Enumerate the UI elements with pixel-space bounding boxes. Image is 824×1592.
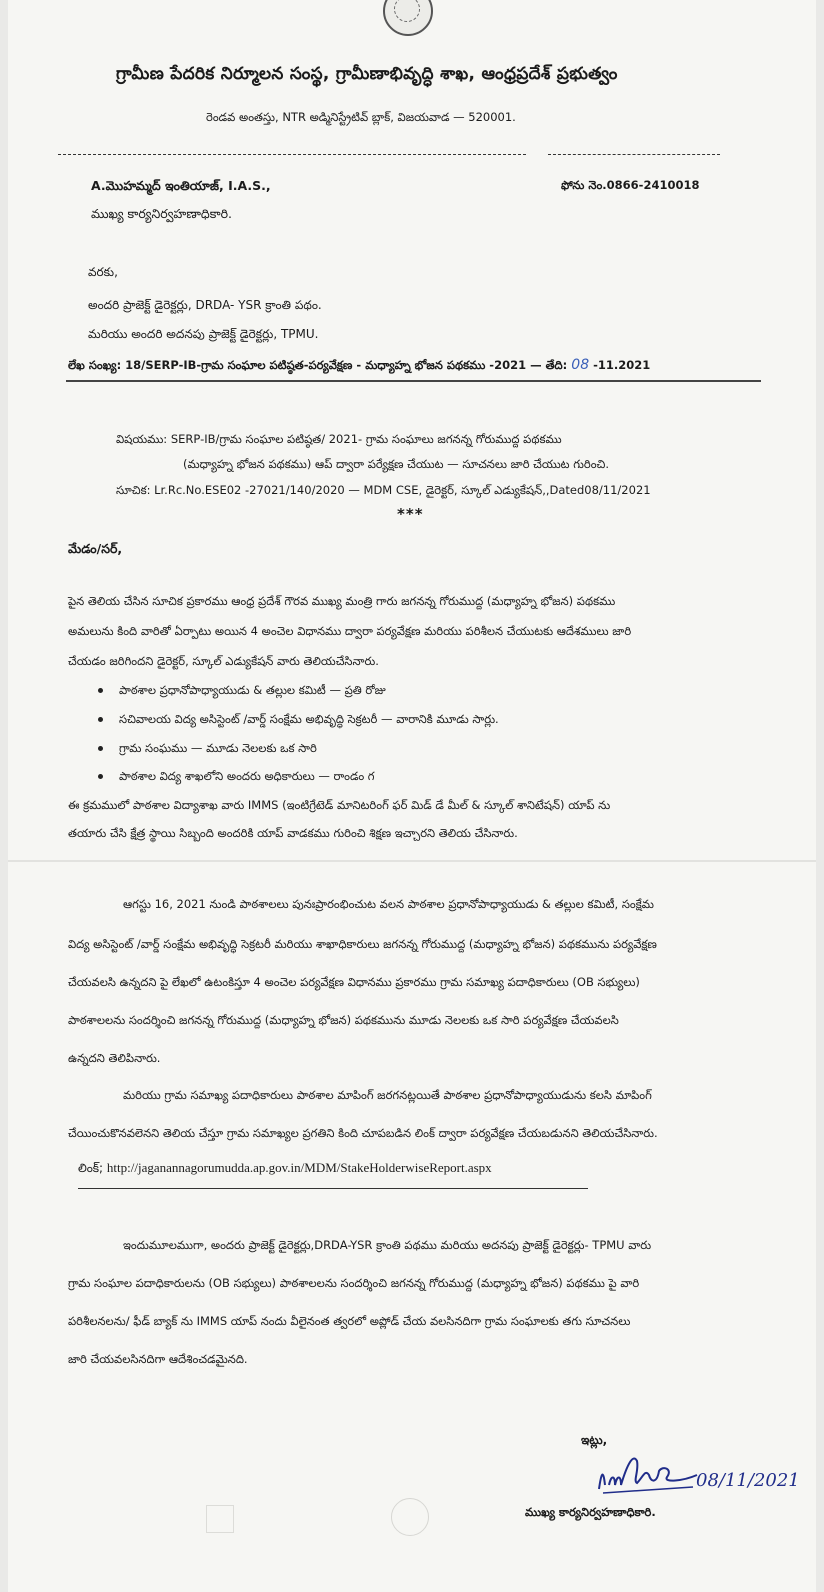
- reference-date-suffix: -11.2021: [593, 358, 651, 372]
- list-item: [98, 741, 317, 758]
- body-line: మరియు గ్రామ సమాఖ్య పదాధికారులు పాఠశాల మాపింగ్ జరగనట్లయితే పాఠశాల ప్రధానోపాధ్యాయుడును కలసి మాపింగ్: [123, 1088, 652, 1102]
- header-divider: [548, 154, 720, 155]
- recipient-label: వరకు,: [88, 265, 118, 279]
- report-link-line: [78, 1160, 492, 1178]
- body-line: పాఠశాలలను సందర్శించి జగనన్న గోరుముద్ద (మధ్యాహ్న భోజన) పథకమును మూడు నెలలకు ఒక సారి పర్యవేక్షణ చేయవలసి: [68, 1013, 619, 1027]
- bullet-icon: [98, 688, 103, 693]
- page-seam: [8, 860, 816, 862]
- subject-line: (మధ్యాహ్న భోజన పథకము) ఆప్ ద్వారా పర్యేక్షణ చేయుట — సూచనలు జారి చేయుట గురించి.: [183, 457, 610, 471]
- closing: ఇట్లు,: [581, 1433, 608, 1447]
- body-line: పైన తెలియ చేసిన సూచిక ప్రకారము ఆంధ్ర ప్రదేశ్ గౌరవ ముఖ్య మంత్రి గారు జగనన్న గోరుముద్ద (మధ్యాహ్న భోజన) పథకము: [68, 594, 616, 608]
- reference-number: [68, 357, 650, 375]
- letter-page: [8, 0, 816, 1592]
- link-underline: [78, 1188, 588, 1189]
- subject-line: విషయము: SERP-IB/గ్రామ సంఘాల పటిష్ఠత/ 2021- గ్రామ సంఘాలు జగనన్న గోరుముద్ద పథకము: [116, 432, 562, 446]
- reference-underline: [66, 380, 761, 382]
- body-line: విద్య అసిస్టెంట్ /వార్డ్ సంక్షేమ అభివృద్ధి సెక్రటరీ మరియు శాఖాధికారులు జగనన్న గోరుముద్ద (మధ్యాహ్న భోజన) పథకమును పర్యవేక్షణ: [68, 937, 657, 951]
- link-label: లింక్;: [78, 1161, 104, 1175]
- bullet-icon: [98, 717, 103, 722]
- handwritten-date: 08: [571, 357, 590, 373]
- body-line: జారి చేయవలసినదిగా ఆదేశించడమైనది.: [68, 1352, 248, 1366]
- list-item-text: గ్రామ సంఘము — మూడు నెలలకు ఒక సారి: [119, 741, 317, 755]
- list-item-text: సచివాలయ విద్య అసిస్టెంట్ /వార్డ్ సంక్షేమ అభివృద్ధి సెక్రటరీ — వారానికి మూడు సార్లు.: [119, 712, 499, 726]
- body-line: ఇందుమూలముగా, అందరు ప్రాజెక్ట్ డైరెక్టర్లు,DRDA-YSR క్రాంతి పథము మరియు అదనపు ప్రాజెక్ట్ డైరెక్టర్లు- TPMU వారు: [123, 1238, 652, 1252]
- scan-artifact-circle: [391, 1498, 429, 1536]
- header-divider: [58, 154, 526, 155]
- sender-name: A.మొహమ్మద్ ఇంతియాజ్, I.A.S.,: [91, 178, 271, 193]
- body-line: తయారు చేసి క్షేత్ర స్థాయి సిబ్బంది అందరికి యాప్ వాడకము గురించి శిక్షణ ఇచ్చారని తెలియ చేసినారు.: [68, 826, 518, 840]
- list-item: [98, 683, 386, 700]
- body-line: ఆగస్టు 16, 2021 నుండి పాఠశాలలు పునఃప్రారంభించుట వలన పాఠశాల ప్రధానోపాధ్యాయుడు & తల్లుల కమిటీ, సంక్షేమ: [123, 897, 654, 911]
- bullet-icon: [98, 774, 103, 779]
- organization-address: రెండవ అంతస్తు, NTR అడ్మినిస్ట్రేటివ్ బ్లాక్, విజయవాడ — 520001.: [206, 110, 516, 124]
- signatory-designation: ముఖ్య కార్యనిర్వహణాధికారి.: [525, 1505, 656, 1519]
- handwritten-signature: [593, 1445, 703, 1501]
- body-line: పరిశీలనలను/ ఫీడ్ బ్యాక్ ను IMMS యాప్ నందు వీలైనంత త్వరలో అప్లోడ్ చేయ వలసినదిగా గ్రామ సంఘాలకు తగు సూచనలు: [68, 1314, 631, 1328]
- signature-date: 08/11/2021: [696, 1470, 800, 1491]
- body-line: చేయవలసి ఉన్నదని పై లేఖలో ఉటంకిస్తూ 4 అంచెల పర్యవేక్షణ విధానము ప్రకారము గ్రామ సమాఖ్య పదాధికారులు (OB సభ్యులు): [68, 975, 640, 989]
- body-line: అమలును కింది వారితో ఏర్పాటు అయిన 4 అంచెల విధానము ద్వారా పర్యవేక్షణ మరియు పరిశీలన చేయుటకు ఆదేశములు జారి: [68, 624, 632, 638]
- salutation: మేడం/సర్,: [68, 541, 123, 556]
- recipient-line: మరియు అందరి అదనపు ప్రాజెక్ట్ డైరెక్టర్లు, TPMU.: [88, 327, 319, 341]
- recipient-line: అందరి ప్రాజెక్ట్ డైరెక్టర్లు, DRDA- YSR క్రాంతి పథం.: [88, 298, 322, 312]
- body-line: చేయించుకొనవలెనని తెలియ చేస్తూ గ్రామ సమాఖ్యల ప్రగతిని కింది చూపబడిన లింక్ ద్వారా పర్యవేక్షణ చేయబడునని తెలియచేసినారు.: [68, 1126, 658, 1140]
- separator-stars: ***: [397, 505, 424, 523]
- reference-text: లేఖ సంఖ్య: 18/SERP-IB-గ్రామ సంఘాల పటిష్ఠత-పర్యవేక్షణ - మధ్యాహ్న భోజన పథకము -2021 — తేది:: [68, 358, 568, 372]
- body-line: ఉన్నదని తెలిపినారు.: [68, 1051, 161, 1065]
- organization-title: గ్రామీణ పేదరిక నిర్మూలన సంస్థ, గ్రామీణాభివృద్ధి శాఖ, ఆంధ్రప్రదేశ్ ప్రభుత్వం: [116, 64, 618, 84]
- list-item: [98, 769, 375, 786]
- list-item-text: పాఠశాల విద్య శాఖలోని అందరు అధికారులు — రాండం గ: [119, 769, 375, 783]
- sender-designation: ముఖ్య కార్యనిర్వహణాధికారి.: [91, 206, 232, 221]
- reference-line: సూచిక: Lr.Rc.No.ESE02 -27021/140/2020 — MDM CSE, డైరెక్టర్, స్కూల్ ఎడ్యుకేషన్,,Dated08/11/2021: [116, 483, 651, 497]
- body-line: ఈ క్రమములో పాఠశాల విద్యాశాఖ వారు IMMS (ఇంటిగ్రేటెడ్ మానిటరింగ్ ఫర్ మిడ్ డే మీల్ & స్కూల్ శానిటేషన్) యాప్ ను: [68, 798, 611, 812]
- bullet-icon: [98, 746, 103, 751]
- list-item-text: పాఠశాల ప్రధానోపాధ్యాయుడు & తల్లుల కమిటీ — ప్రతి రోజు: [119, 683, 386, 697]
- body-line: చేయడం జరిగిందని డైరెక్టర్, స్కూల్ ఎడ్యుకేషన్ వారు తెలియచేసినారు.: [68, 654, 379, 668]
- sender-phone: ఫోను నెం.0866-2410018: [561, 178, 700, 192]
- scan-artifact-square: [206, 1505, 234, 1533]
- report-link[interactable]: http://jaganannagorumudda.ap.gov.in/MDM/StakeHolderwiseReport.aspx: [106, 1160, 492, 1175]
- government-emblem-icon: [383, 0, 433, 36]
- body-line: గ్రామ సంఘాల పదాధికారులను (OB సభ్యులు) పాఠశాలలను సందర్శించి జగనన్న గోరుముద్ద (మధ్యాహ్న భోజన) పథకము పై వారి: [68, 1276, 640, 1290]
- list-item: [98, 712, 499, 729]
